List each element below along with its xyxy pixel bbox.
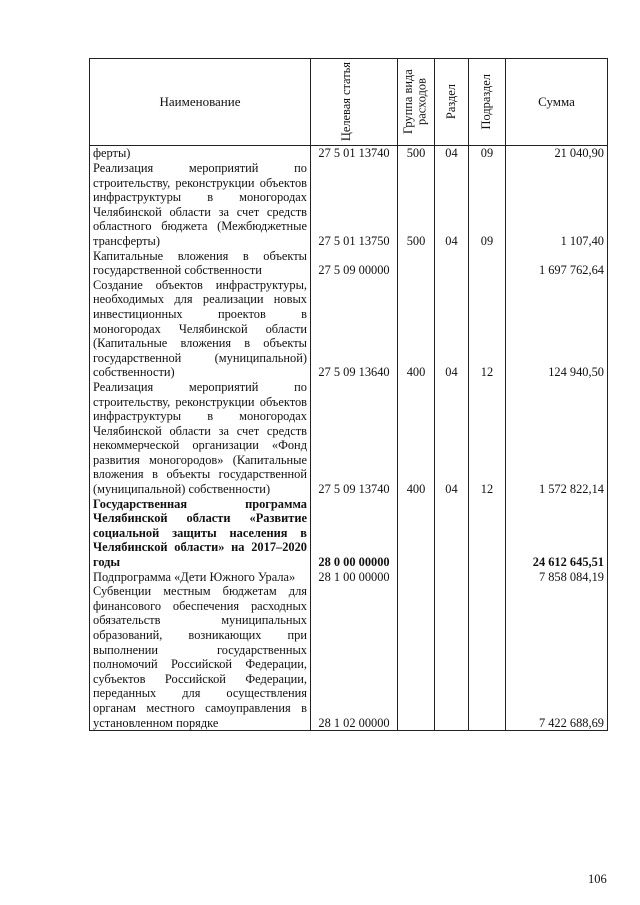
row-section: 04 bbox=[435, 278, 469, 380]
row-group bbox=[398, 497, 435, 570]
row-name: Создание объектов инфраструктуры, необходимых для реализации новых инвестиционных проектов в моногородах Челябинской области (Капитальные вложения в объекты государственной (муниципальной) собственности) bbox=[90, 278, 311, 380]
row-subsection bbox=[469, 497, 506, 570]
table-row bbox=[90, 278, 608, 380]
row-article: 28 1 02 00000 bbox=[311, 584, 398, 730]
row-sum: 1 107,40 bbox=[506, 161, 608, 249]
table-row bbox=[90, 570, 608, 585]
row-name: Субвенции местным бюджетам для финансового обеспечения расходных обязательств муниципальных образований, возникающих при выполнении государственных полномочий Российской Федерации, субъектов Российской Федерации, переданных для осуществления органам местного самоуправления в установленном порядке bbox=[90, 584, 311, 730]
table-row bbox=[90, 380, 608, 497]
row-section: 04 bbox=[435, 380, 469, 497]
table-row bbox=[90, 584, 608, 730]
row-subsection: 09 bbox=[469, 161, 506, 249]
row-section bbox=[435, 584, 469, 730]
row-sum: 1 697 762,64 bbox=[506, 249, 608, 278]
row-subsection bbox=[469, 584, 506, 730]
row-sum: 21 040,90 bbox=[506, 146, 608, 162]
header-article: Целевая статья bbox=[311, 59, 398, 146]
row-sum: 24 612 645,51 bbox=[506, 497, 608, 570]
row-article: 27 5 09 13740 bbox=[311, 380, 398, 497]
row-section bbox=[435, 497, 469, 570]
row-section: 04 bbox=[435, 146, 469, 162]
header-sum: Сумма bbox=[506, 59, 608, 146]
row-article: 27 5 09 00000 bbox=[311, 249, 398, 278]
header-subsection: Подраздел bbox=[469, 59, 506, 146]
row-group: 400 bbox=[398, 380, 435, 497]
row-group: 500 bbox=[398, 146, 435, 162]
row-subsection bbox=[469, 249, 506, 278]
row-name: Капитальные вложения в объекты государственной собственности bbox=[90, 249, 311, 278]
row-group bbox=[398, 584, 435, 730]
row-name: ферты) bbox=[90, 146, 311, 162]
header-name: Наименование bbox=[90, 59, 311, 146]
row-sum: 124 940,50 bbox=[506, 278, 608, 380]
row-section: 04 bbox=[435, 161, 469, 249]
table-row bbox=[90, 146, 608, 162]
row-section bbox=[435, 570, 469, 585]
table-row bbox=[90, 161, 608, 249]
row-sum: 1 572 822,14 bbox=[506, 380, 608, 497]
row-name: Реализация мероприятий по строительству, реконструкции объектов инфраструктуры в моногородах Челябинской области за счет средств областного бюджета (Межбюджетные трансферты) bbox=[90, 161, 311, 249]
table-row bbox=[90, 249, 608, 278]
row-article: 27 5 01 13750 bbox=[311, 161, 398, 249]
row-sum: 7 422 688,69 bbox=[506, 584, 608, 730]
row-group: 400 bbox=[398, 278, 435, 380]
row-article: 28 0 00 00000 bbox=[311, 497, 398, 570]
row-group: 500 bbox=[398, 161, 435, 249]
row-article: 28 1 00 00000 bbox=[311, 570, 398, 585]
row-section bbox=[435, 249, 469, 278]
row-subsection bbox=[469, 570, 506, 585]
page-number: 106 bbox=[588, 872, 607, 886]
row-subsection: 09 bbox=[469, 146, 506, 162]
row-article: 27 5 01 13740 bbox=[311, 146, 398, 162]
row-subsection: 12 bbox=[469, 380, 506, 497]
table-header-row bbox=[90, 59, 608, 146]
budget-table bbox=[89, 58, 608, 731]
row-subsection: 12 bbox=[469, 278, 506, 380]
row-group bbox=[398, 249, 435, 278]
row-sum: 7 858 084,19 bbox=[506, 570, 608, 585]
row-article: 27 5 09 13640 bbox=[311, 278, 398, 380]
header-section: Раздел bbox=[435, 59, 469, 146]
row-name: Реализация мероприятий по строительству, реконструкции объектов инфраструктуры в моногородах Челябинской области за счет средств некоммерческой организации «Фонд развития моногородов» (Капитальные вложения в объекты государственной (муниципальной) собственности) bbox=[90, 380, 311, 497]
row-name: Государственная программа Челябинской области «Развитие социальной защиты населения в Челябинской области» на 2017–2020 годы bbox=[90, 497, 311, 570]
header-group: Группа вида расходов bbox=[398, 59, 435, 146]
table-row bbox=[90, 497, 608, 570]
row-group bbox=[398, 570, 435, 585]
row-name: Подпрограмма «Дети Южного Урала» bbox=[90, 570, 311, 585]
